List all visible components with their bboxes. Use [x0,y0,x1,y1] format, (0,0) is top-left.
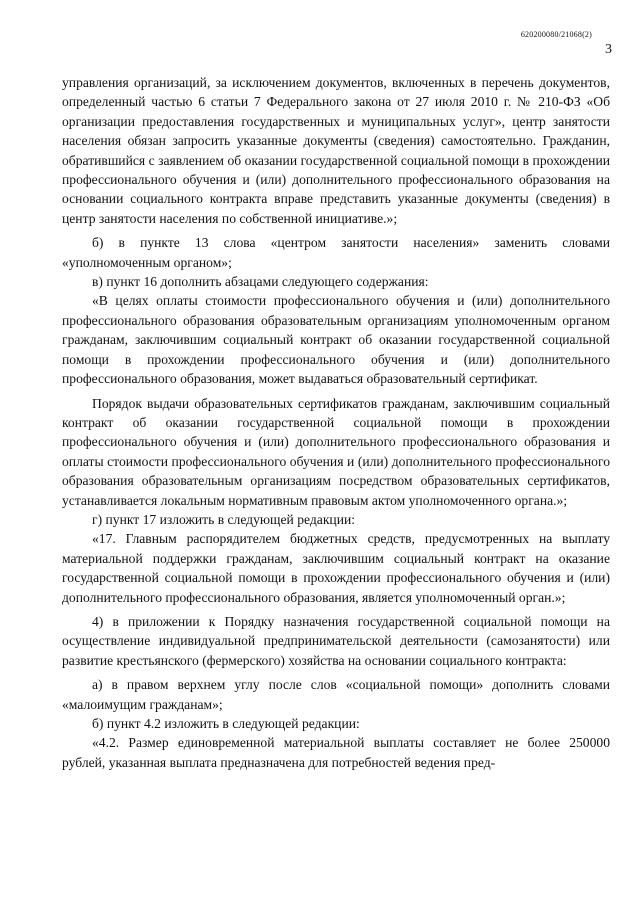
paragraph-continuation: управления организаций, за исключением документов, включенных в перечень документов, определенный частью 6 статьи 7 Федерального закона от 27 июля 2010 г. № 210-ФЗ «Об организации предоставления государственных и муниципальных услуг», центр занятости населения обязан запросить указанные документы (сведения) самостоятельно. Гражданин, обратившийся с заявлением об оказании государственной социальной помощи в прохождении профессионального обучения и (или) дополнительного профессионального образования на основании социального контракта вправе представить указанные документы (сведения) в центр занятости населения по собственной инициативе.»; [62,75,610,226]
document-code: 620200080/21068(2) [520,30,592,39]
paragraph-certificate-procedure: Порядок выдачи образовательных сертификатов гражданам, заключившим социальный контракт об оказании государственной социальной помощи в прохождении профессионального обучения и (или) дополнительного профессионального образования и оплаты стоимости профессионального обучения и (или) дополнительного профессионального образования образовательным организациям посредством образовательных сертификатов, устанавливается локальным нормативным правовым актом уполномоченного органа.»; [62,395,610,508]
document-body [62,73,610,772]
paragraph-quote-17: «17. Главным распорядителем бюджетных средств, предусмотренных на выплату материальной поддержки гражданам, заключившим социальный контракт на оказание государственной социальной помощи в прохождении профессионального обучения и (или) дополнительного профессионального образования, является уполномоченный орган.»; [62,531,610,605]
paragraph-item-b-13: б) в пункте 13 слова «центром занятости населения» заменить словами «уполномоченным органом»; [62,235,610,270]
paragraph-item-a: а) в правом верхнем углу после слов «социальной помощи» дополнить словами «малоимущим гражданам»; [62,677,610,712]
paragraph-item-g-17: г) пункт 17 изложить в следующей редакции: [92,511,356,527]
paragraph-quote-4-2: «4.2. Размер единовременной материальной выплаты составляет не более 250000 рублей, указанная выплата предназначена для потребностей ведения пред- [62,735,610,770]
paragraph-item-b-4-2: б) пункт 4.2 изложить в следующей редакции: [92,716,360,731]
paragraph-item-4: 4) в приложении к Порядку назначения государственной социальной помощи на осуществление индивидуальной предпринимательской деятельности (самозанятости) или развитие крестьянского (фермерского) хозяйства на основании социального контракта: [62,613,610,668]
paragraph-item-v-16: в) пункт 16 дополнить абзацами следующего содержания: [92,274,429,290]
page-number: 3 [605,42,612,57]
paragraph-quote-certificate: «В целях оплаты стоимости профессионального обучения и (или) дополнительного профессионального образования образовательным организациям уполномоченным органом гражданам, заключившим социальный контракт об оказании государственной социальной помощи в прохождении профессионального обучения и (или) дополнительного профессионального образования, может выдаваться образовательный сертификат. [62,293,610,387]
